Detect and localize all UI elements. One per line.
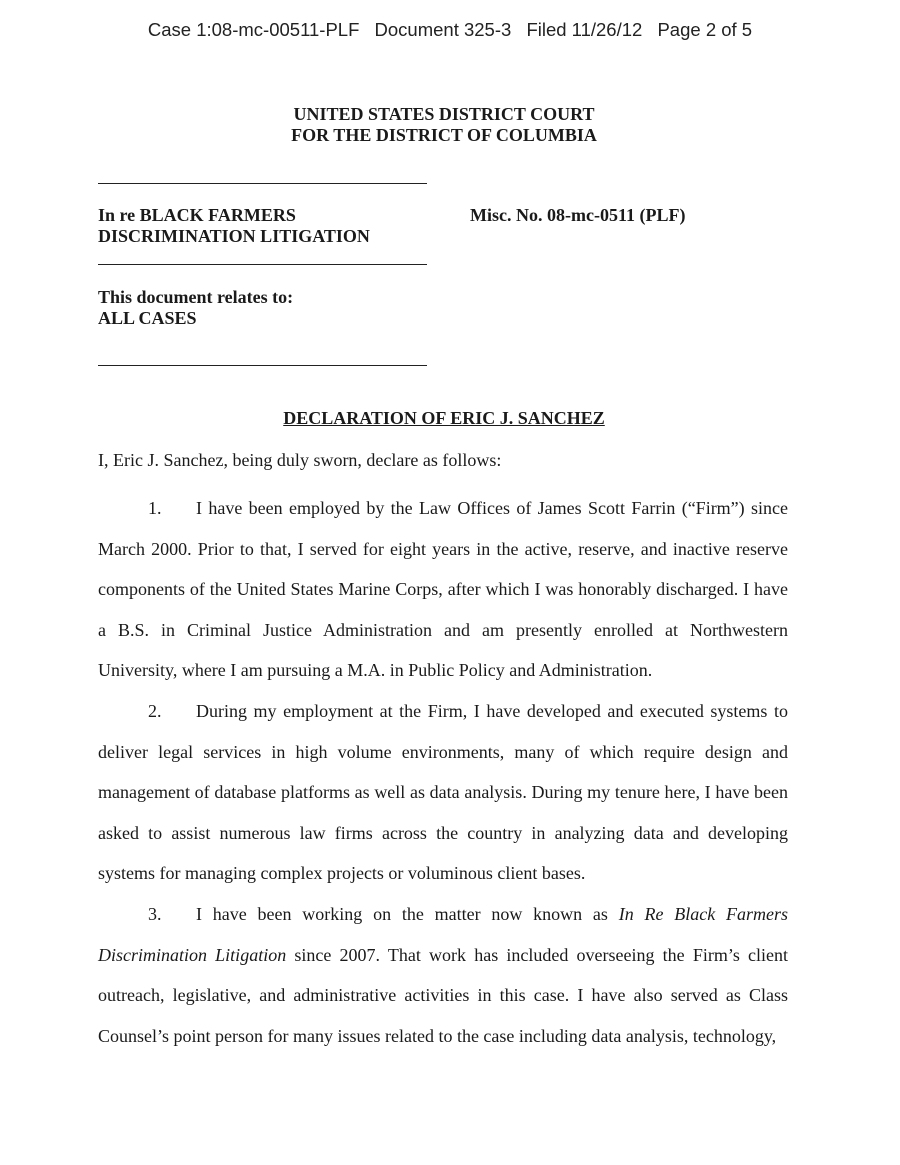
relates-value: ALL CASES (98, 308, 197, 328)
court-district: FOR THE DISTRICT OF COLUMBIA (291, 125, 597, 145)
relates-label: This document relates to: (98, 287, 294, 307)
caption-rule-top (98, 183, 427, 184)
paragraph-number: 3. (148, 903, 162, 924)
paragraph-2 (98, 691, 788, 894)
caption-rule-middle (98, 264, 427, 265)
document-number: Document 325-3 (374, 19, 512, 40)
court-heading (0, 104, 888, 146)
misc-number: Misc. No. 08-mc-0511 (PLF) (470, 205, 686, 225)
case-name-line2: DISCRIMINATION LITIGATION (98, 226, 370, 246)
paragraph-text: During my employment at the Firm, I have developed and executed systems to deliver legal services in high volume environments, many of which require design and management of database platforms as well as data analysis. During my tenure here, I have been asked to assist numerous law firms across the country in analyzing data and developing systems for managing complex projects or voluminous client bases. (98, 700, 788, 884)
case-name-italic: In Re Black Farmers Discrimination Litigation (98, 903, 789, 965)
declaration-intro: I, Eric J. Sanchez, being duly sworn, declare as follows: (98, 450, 502, 470)
case-name-line1: In re BLACK FARMERS (98, 205, 296, 225)
filed-date: Filed 11/26/12 (526, 19, 643, 40)
paragraph-text-before: I have been working on the matter now known as (196, 903, 619, 924)
declaration-body (98, 448, 788, 1056)
relates-to (98, 287, 293, 329)
case-caption (98, 205, 370, 247)
paragraph-text-after: since 2007. That work has included overseeing the Firm’s client outreach, legislative, and administrative activities in this case. I have also served as Class Counsel’s point person for many issues related to the case including data analysis, technology, (98, 944, 788, 1046)
case-number: Case 1:08-mc-00511-PLF (147, 19, 360, 40)
paragraph-number: 1. (148, 498, 162, 518)
paragraph-number: 2. (148, 700, 162, 721)
caption-rule-bottom (98, 365, 427, 366)
filing-header (0, 19, 900, 41)
paragraph-1 (98, 488, 788, 691)
paragraph-text: I have been employed by the Law Offices of James Scott Farrin (“Firm”) since March 2000. Prior to that, I served for eight years in the active, reserve, and inactive reserve components of the United States Marine Corps, after which I was honorably discharged. I have a B.S. in Criminal Justice Administration and am presently enrolled at Northwestern University, where I am pursuing a M.A. in Public Policy and Administration. (98, 498, 788, 681)
declaration-title: DECLARATION OF ERIC J. SANCHEZ (283, 408, 605, 428)
page-indicator: Page 2 of 5 (657, 19, 753, 40)
paragraph-3 (98, 894, 788, 1056)
court-name: UNITED STATES DISTRICT COURT (293, 104, 595, 124)
